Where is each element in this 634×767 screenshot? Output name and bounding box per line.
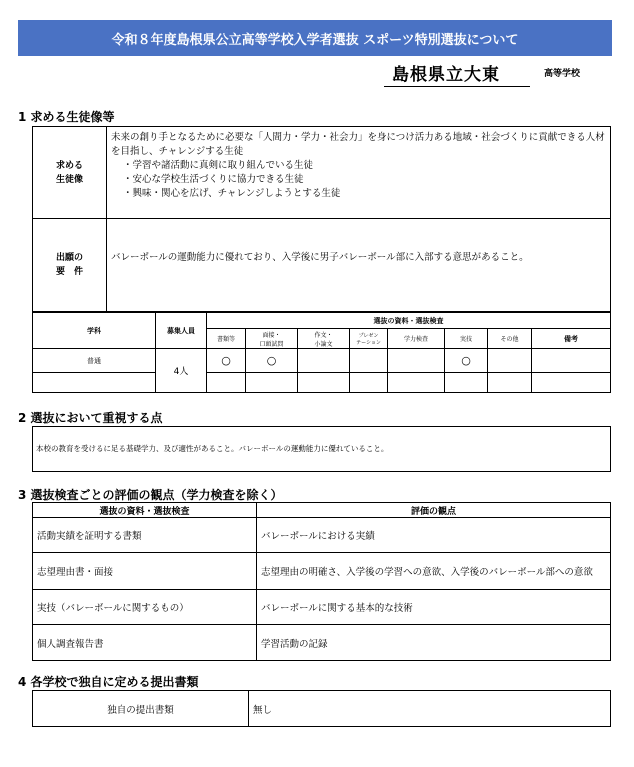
dept-header: 学科 [33, 313, 156, 349]
material-cell: 活動実績を証明する書類 [33, 518, 257, 553]
mark-presentation [350, 349, 388, 373]
subcol-academic-test: 学力検査 [388, 329, 445, 349]
material-cell: 実技（バレーボールに関するもの） [33, 590, 257, 625]
quota-header: 募集人員 [156, 313, 207, 349]
viewpoint-header: 評価の観点 [257, 503, 611, 518]
requirements-label-cell [33, 219, 107, 312]
empty-cell [388, 373, 445, 393]
dept-value: 普通 [33, 349, 156, 373]
ideal-item: ・安心な学校生活づくりに協力できる生徒 [123, 174, 304, 185]
section2-box [32, 426, 611, 472]
page-title-banner [18, 20, 612, 56]
subcol-practical: 実技 [445, 329, 488, 349]
viewpoint-cell: バレーボールにおける実績 [257, 518, 611, 553]
ideal-student-table [32, 126, 611, 312]
empty-cell [207, 373, 246, 393]
ideal-label: 求める 生徒像 [55, 160, 83, 185]
extra-documents-label: 独自の提出書類 [33, 691, 249, 727]
mark-academic-test [388, 349, 445, 373]
empty-cell [445, 373, 488, 393]
subcol-interview: 面接・ 口頭試問 [246, 329, 298, 349]
quota-value: 4人 [156, 349, 207, 393]
ideal-intro: 未来の創り手となるために必要な「人間力・学力・社会力」を身につけ活力ある地域・社会づくりに貢献できる人材を目指し、チャレンジする生徒 [111, 132, 605, 157]
mark-documents: ○ [207, 349, 246, 373]
mark-interview: ○ [246, 349, 298, 373]
ideal-label-cell [33, 127, 107, 219]
extra-documents-value: 無し [249, 691, 611, 727]
requirements-cell [107, 219, 611, 312]
ideal-body-cell [107, 127, 611, 219]
subcol-presentation: プレゼン テーション [350, 329, 388, 349]
material-header: 選抜の資料・選抜検査 [33, 503, 257, 518]
subcol-other: その他 [488, 329, 532, 349]
section2-text: 本校の教育を受けるに足る基礎学力、及び適性があること。バレーボールの運動能力に優れていること。 [36, 444, 389, 453]
material-cell: 個人調査報告書 [33, 625, 257, 661]
notes-header: 備考 [532, 329, 611, 349]
viewpoint-cell: バレーボールに関する基本的な技術 [257, 590, 611, 625]
empty-cell [350, 373, 388, 393]
empty-cell [246, 373, 298, 393]
mark-other [488, 349, 532, 373]
viewpoint-cell: 学習活動の記録 [257, 625, 611, 661]
extra-documents-table [32, 690, 611, 727]
school-name-underline [384, 86, 530, 87]
mark-essay [298, 349, 350, 373]
ideal-item: ・興味・関心を広げ、チャレンジしようとする生徒 [123, 188, 341, 199]
section3-heading: 3 選抜検査ごとの評価の観点（学力検査を除く） [18, 488, 283, 502]
subcol-essay: 作文・ 小論文 [298, 329, 350, 349]
selection-group-header: 選抜の資料・選抜検査 [207, 313, 611, 329]
empty-cell [33, 373, 156, 393]
requirements-label: 出願の 要 件 [55, 253, 83, 277]
empty-cell [532, 373, 611, 393]
subcol-documents: 書類等 [207, 329, 246, 349]
mark-practical: ○ [445, 349, 488, 373]
material-cell: 志望理由書・面接 [33, 553, 257, 590]
evaluation-table [32, 502, 611, 661]
section1-heading: 1 求める生徒像等 [18, 110, 115, 124]
ideal-item: ・学習や諸活動に真剣に取り組んでいる生徒 [123, 160, 314, 171]
section4-heading: 4 各学校で独自に定める提出書類 [18, 675, 199, 689]
selection-table [32, 312, 611, 393]
notes-value [532, 349, 611, 373]
page-title: 令和８年度島根県公立高等学校入学者選抜 スポーツ特別選抜について [111, 32, 519, 48]
section2-heading: 2 選抜において重視する点 [18, 411, 163, 425]
school-type: 高等学校 [544, 69, 581, 79]
empty-cell [298, 373, 350, 393]
empty-cell [488, 373, 532, 393]
viewpoint-cell: 志望理由の明確さ、入学後の学習への意欲、入学後のバレーボール部への意欲 [257, 553, 611, 590]
school-name: 島根県立大東 [392, 65, 500, 85]
requirements-text: バレーボールの運動能力に優れており、入学後に男子バレーボール部に入部する意思があること。 [111, 252, 529, 263]
